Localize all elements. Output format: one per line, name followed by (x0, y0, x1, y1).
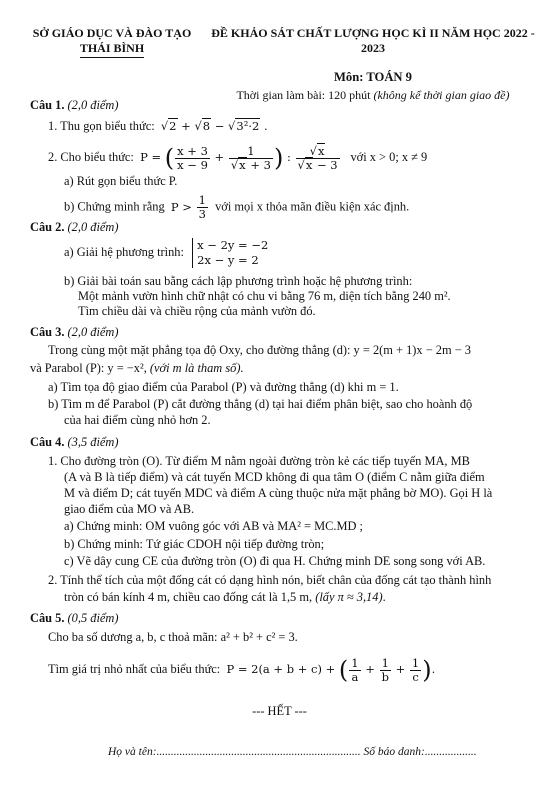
p-expression: P = ( $\frac{x + 3}{x - 9}$ + $\frac{1}{√x + 3}$ ) : $\frac{√x}{√x - 3}$ (140, 143, 338, 172)
q2-part-b-line2: Một mảnh vườn hình chữ nhật có chu vi bằng 76 m, diện tích bằng 240 m². (78, 289, 451, 303)
q1-part1: 1. Thu gọn biểu thức: √2 + √8 − √3²·2 . (48, 119, 268, 133)
q3-part-a: a) Tìm tọa độ giao điểm của Parabol (P) và đường thẳng (d) khi m = 1. (48, 380, 399, 394)
q3-part-b-line2: của hai điểm cùng nhỏ hơn 2. (64, 413, 211, 427)
q5-line1: Cho ba số dương a, b, c thoả mãn: a² + b² + c² = 3. (48, 630, 298, 644)
end-mark: --- HẾT --- (252, 704, 307, 718)
candidate-fields (108, 745, 477, 759)
q4-p2-line2: tròn có bán kính 4 m, chiều cao đống cát là 1,5 m, (lấy π ≈ 3,14). (64, 590, 386, 604)
time-limit: Thời gian làm bài: 120 phút (không kể thời gian giao đề) (236, 88, 510, 102)
q5-heading: Câu 5. (0,5 điểm) (30, 611, 119, 625)
q1-part2a: a) Rút gọn biểu thức P. (64, 174, 178, 188)
q2-heading: Câu 2. (2,0 điểm) (30, 220, 119, 234)
q4-p2-line1: 2. Tính thể tích của một đống cát có dạng hình nón, biết chân của đống cát tạo thành hình (48, 573, 492, 587)
q2-part-a: a) Giải hệ phương trình: x − 2y = −2 2x − y = 2 (64, 238, 269, 267)
name-field: Họ và tên:....................................................................... (108, 746, 361, 758)
subject-title: Môn: TOÁN 9 (334, 70, 412, 84)
q3-line1: Trong cùng một mặt phẳng tọa độ Oxy, cho đường thẳng (d): y = 2(m + 1)x − 2m − 3 (48, 343, 471, 357)
q2-part-b-line3: Tìm chiều dài và chiều rộng của mảnh vườn đó. (78, 304, 316, 318)
q1-part2: 2. Cho biểu thức: P = ( $\frac{x + 3}{x - 9}$ + $\frac{1}{√x + 3}$ ) : $\frac{√x}{√x - 3}$ với x > 0; x ≠ 9 (48, 143, 428, 172)
q4-p1-line3: M và điểm D; cát tuyến MDC và điểm A cùng thuộc nửa mặt phẳng bờ MO). Gọi H là (64, 486, 493, 500)
q5-expression: P = 2(a + b + c) + ( $\frac{1}{a}$ + $\frac{1}{b}$ + $\frac{1}{c}$ ). (226, 655, 436, 684)
province-name: THÁI BÌNH (80, 41, 144, 58)
q1-part2b: b) Chứng minh rằng P > $\frac{1}{3}$ với mọi x thỏa mãn điều kiện xác định. (64, 193, 410, 221)
q1-heading: Câu 1. (2,0 điểm) (30, 98, 119, 112)
q3-part-b-line1: b) Tìm m để Parabol (P) cắt đường thẳng (d) tại hai điểm phân biệt, sao cho hoành độ (48, 397, 473, 411)
exam-header (200, 26, 546, 103)
id-field: Số báo danh:.................. (360, 746, 477, 758)
q3-line2: và Parabol (P): y = −x², (với m là tham số). (30, 361, 244, 375)
q4-p1-line2: (A và B là tiếp điểm) và cát tuyến MCD không đi qua tâm O (điểm C nằm giữa điểm (64, 470, 485, 484)
q4-p1-line4: giao điểm của MO và AB. (64, 502, 195, 516)
q5-line2: Tìm giá trị nhỏ nhất của biểu thức: P = 2(a + b + c) + ( $\frac{1}{a}$ + $\frac{1}{b}$ + $\frac{1}{c}$ ). (48, 655, 436, 684)
q4-part-a: a) Chứng minh: OM vuông góc với AB và MA² = MC.MD ; (64, 519, 363, 533)
equation-system: x − 2y = −2 2x − y = 2 (192, 238, 268, 268)
q4-p1-line1: 1. Cho đường tròn (O). Từ điểm M nằm ngoài đường tròn kẻ các tiếp tuyến MA, MB (48, 454, 470, 468)
department-header (28, 26, 196, 58)
q4-heading: Câu 4. (3,5 điểm) (30, 435, 119, 449)
q1-expression: √2 + √8 − √3²·2 . (160, 119, 268, 133)
q4-part-c: c) Vẽ dây cung CE của đường tròn (O) đi qua H. Chứng minh DE song song với AB. (64, 554, 486, 568)
department-name: SỞ GIÁO DỤC VÀ ĐÀO TẠO (32, 26, 192, 40)
q3-heading: Câu 3. (2,0 điểm) (30, 325, 119, 339)
q2-part-b-line1: b) Giải bài toán sau bằng cách lập phương trình hoặc hệ phương trình: (64, 274, 413, 288)
exam-title: ĐỀ KHẢO SÁT CHẤT LƯỢNG HỌC KÌ II NĂM HỌC 2022 - 2023 (211, 26, 535, 55)
q4-part-b: b) Chứng minh: Tứ giác CDOH nội tiếp đường tròn; (64, 537, 325, 551)
